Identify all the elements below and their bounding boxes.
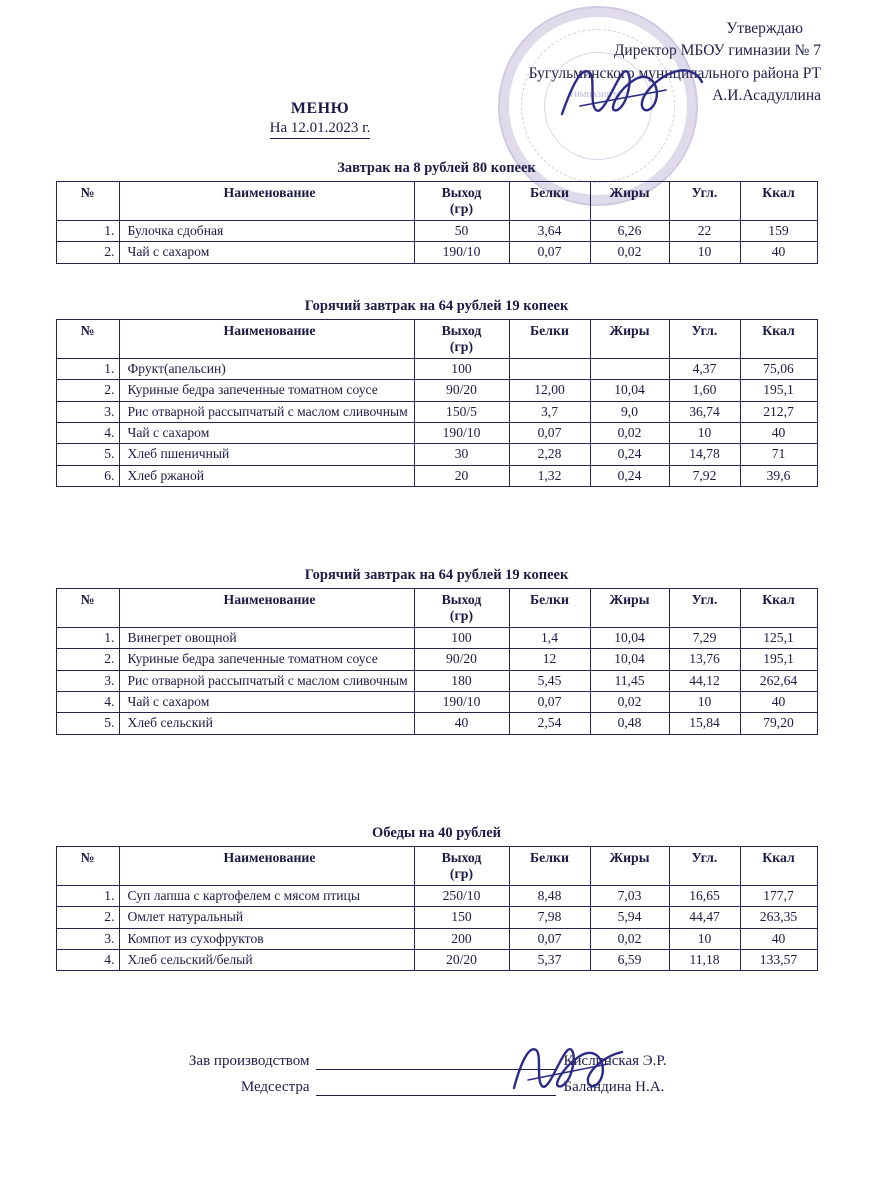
col-header-proteins: Белки [509,847,590,886]
cell-carbs: 10 [669,242,740,263]
col-header-output: Выход (гр) [414,847,509,886]
signature-row [0,1078,873,1096]
table-header-row [56,182,817,221]
cell-num: 6. [56,465,119,486]
cell-carbs: 15,84 [669,713,740,734]
cell-output: 20 [414,465,509,486]
table-row [56,628,817,649]
col-header-kcal: Ккал [740,320,817,359]
section-title: Горячий завтрак на 64 рублей 19 копеек [304,567,569,583]
table-row [56,359,817,380]
menu-date: На 12.01.2023 г. [270,120,371,139]
signature-row [0,1052,873,1070]
cell-output: 180 [414,670,509,691]
cell-name: Хлеб ржаной [119,465,414,486]
col-header-carbs: Угл. [669,182,740,221]
cell-num: 3. [56,670,119,691]
cell-name: Фрукт(апельсин) [119,359,414,380]
cell-name: Чай с сахаром [119,691,414,712]
cell-name: Суп лапша с картофелем с мясом птицы [119,886,414,907]
col-header-proteins: Белки [509,182,590,221]
cell-name: Булочка сдобная [119,221,414,242]
cell-proteins: 7,98 [509,907,590,928]
table-row [56,380,817,401]
cell-kcal: 177,7 [740,886,817,907]
cell-name: Хлеб сельский [119,713,414,734]
cell-output: 150/5 [414,401,509,422]
cell-output: 190/10 [414,422,509,443]
cell-name: Куриные бедра запеченные томатном соусе [119,649,414,670]
table-row [56,691,817,712]
approval-district: Бугульминского муниципального района РТ [528,64,821,82]
table-header-row [56,847,817,886]
cell-kcal: 75,06 [740,359,817,380]
menu-table [56,319,818,487]
cell-output: 90/20 [414,649,509,670]
table-row [56,649,817,670]
col-header-num: № [56,182,119,221]
cell-carbs: 4,37 [669,359,740,380]
cell-output: 190/10 [414,242,509,263]
cell-output: 40 [414,713,509,734]
table-row [56,907,817,928]
table-row [56,465,817,486]
cell-name: Винегрет овощной [119,628,414,649]
cell-num: 5. [56,444,119,465]
table-row [56,928,817,949]
cell-carbs: 11,18 [669,949,740,970]
cell-name: Чай с сахаром [119,422,414,443]
cell-proteins: 3,64 [509,221,590,242]
cell-name: Рис отварной рассыпчатый с маслом сливочным [119,670,414,691]
cell-fats: 0,02 [590,242,669,263]
cell-carbs: 44,12 [669,670,740,691]
cell-kcal: 262,64 [740,670,817,691]
cell-num: 2. [56,380,119,401]
cell-num: 1. [56,628,119,649]
cell-fats: 0,02 [590,928,669,949]
cell-kcal: 40 [740,242,817,263]
cell-carbs: 22 [669,221,740,242]
page-title: МЕНЮ [290,100,350,117]
section-title: Завтрак на 8 рублей 80 копеек [337,160,536,176]
col-header-num: № [56,847,119,886]
table-row [56,886,817,907]
cell-num: 2. [56,649,119,670]
cell-output: 150 [414,907,509,928]
cell-num: 5. [56,713,119,734]
cell-fats: 0,02 [590,422,669,443]
col-header-output: Выход (гр) [414,320,509,359]
cell-carbs: 10 [669,691,740,712]
col-header-fats: Жиры [590,847,669,886]
cell-num: 4. [56,949,119,970]
stamp-inner-text: ГИМНАЗИЯ № 7 [570,90,626,99]
approval-word: Утверждаю [726,20,803,37]
cell-name: Чай с сахаром [119,242,414,263]
cell-fats: 11,45 [590,670,669,691]
col-header-kcal: Ккал [740,589,817,628]
cell-proteins: 1,32 [509,465,590,486]
cell-output: 250/10 [414,886,509,907]
col-header-name: Наименование [119,847,414,886]
cell-output: 50 [414,221,509,242]
cell-fats: 0,24 [590,465,669,486]
cell-kcal: 40 [740,422,817,443]
cell-num: 4. [56,691,119,712]
cell-output: 90/20 [414,380,509,401]
cell-proteins: 0,07 [509,242,590,263]
cell-kcal: 159 [740,221,817,242]
signature-name: Баландина Н.А. [563,1079,665,1095]
cell-carbs: 7,29 [669,628,740,649]
cell-proteins: 1,4 [509,628,590,649]
menu-table [56,846,818,971]
cell-kcal: 133,57 [740,949,817,970]
cell-proteins: 3,7 [509,401,590,422]
cell-fats: 10,04 [590,649,669,670]
cell-kcal: 263,35 [740,907,817,928]
approval-header [529,18,821,108]
section-title: Обеды на 40 рублей [372,825,501,841]
cell-output: 100 [414,628,509,649]
cell-fats: 7,03 [590,886,669,907]
cell-carbs: 10 [669,422,740,443]
menu-section-lunch [0,825,873,971]
cell-fats [590,359,669,380]
cell-kcal: 125,1 [740,628,817,649]
table-row [56,401,817,422]
col-header-carbs: Угл. [669,589,740,628]
cell-fats: 5,94 [590,907,669,928]
cell-num: 4. [56,422,119,443]
cell-output: 30 [414,444,509,465]
cell-kcal: 39,6 [740,465,817,486]
col-header-proteins: Белки [509,589,590,628]
cell-num: 1. [56,359,119,380]
cell-output: 20/20 [414,949,509,970]
cell-kcal: 40 [740,928,817,949]
cell-fats: 0,02 [590,691,669,712]
cell-carbs: 14,78 [669,444,740,465]
signature-line [316,1052,556,1070]
cell-fats: 6,26 [590,221,669,242]
cell-proteins: 0,07 [509,691,590,712]
table-row [56,713,817,734]
cell-kcal: 195,1 [740,380,817,401]
col-header-output: Выход (гр) [414,589,509,628]
col-header-fats: Жиры [590,589,669,628]
col-header-proteins: Белки [509,320,590,359]
cell-proteins: 5,37 [509,949,590,970]
col-header-num: № [56,589,119,628]
cell-kcal: 40 [740,691,817,712]
cell-carbs: 1,60 [669,380,740,401]
menu-section-hot-breakfast-1 [0,298,873,487]
menu-section-breakfast [0,160,873,264]
cell-name: Омлет натуральный [119,907,414,928]
table-row [56,242,817,263]
table-header-row [56,589,817,628]
table-row [56,221,817,242]
cell-carbs: 36,74 [669,401,740,422]
table-header-row [56,320,817,359]
table-row [56,949,817,970]
title-block [0,100,640,139]
table-row [56,422,817,443]
cell-fats: 0,24 [590,444,669,465]
col-header-name: Наименование [119,589,414,628]
cell-carbs: 13,76 [669,649,740,670]
cell-num: 1. [56,221,119,242]
cell-name: Рис отварной рассыпчатый с маслом сливочным [119,401,414,422]
cell-num: 1. [56,886,119,907]
cell-fats: 9,0 [590,401,669,422]
cell-kcal: 212,7 [740,401,817,422]
cell-fats: 10,04 [590,628,669,649]
cell-num: 2. [56,242,119,263]
cell-proteins: 0,07 [509,422,590,443]
cell-fats: 6,59 [590,949,669,970]
cell-proteins: 12,00 [509,380,590,401]
col-header-num: № [56,320,119,359]
cell-carbs: 10 [669,928,740,949]
cell-num: 3. [56,401,119,422]
cell-proteins: 5,45 [509,670,590,691]
cell-proteins: 0,07 [509,928,590,949]
cell-proteins: 2,28 [509,444,590,465]
cell-proteins [509,359,590,380]
col-header-name: Наименование [119,320,414,359]
cell-name: Компот из сухофруктов [119,928,414,949]
cell-num: 3. [56,928,119,949]
cell-carbs: 44,47 [669,907,740,928]
table-row [56,444,817,465]
cell-kcal: 79,20 [740,713,817,734]
cell-num: 2. [56,907,119,928]
cell-proteins: 12 [509,649,590,670]
section-title: Горячий завтрак на 64 рублей 19 копеек [304,298,569,314]
col-header-carbs: Угл. [669,320,740,359]
footer-signatures [0,1052,873,1104]
approval-name: А.И.Асадуллина [712,87,821,105]
signature-line [316,1078,556,1096]
cell-carbs: 7,92 [669,465,740,486]
col-header-kcal: Ккал [740,182,817,221]
menu-section-hot-breakfast-2 [0,567,873,735]
col-header-output: Выход (гр) [414,182,509,221]
cell-name: Хлеб сельский/белый [119,949,414,970]
cell-fats: 10,04 [590,380,669,401]
cell-output: 190/10 [414,691,509,712]
cell-output: 100 [414,359,509,380]
cell-carbs: 16,65 [669,886,740,907]
cell-proteins: 2,54 [509,713,590,734]
col-header-fats: Жиры [590,320,669,359]
cell-kcal: 195,1 [740,649,817,670]
table-row [56,670,817,691]
signature-label: Зав производством [188,1053,310,1069]
menu-table [56,181,818,264]
cell-output: 200 [414,928,509,949]
col-header-kcal: Ккал [740,847,817,886]
col-header-carbs: Угл. [669,847,740,886]
signature-label: Медсестра [240,1079,310,1095]
cell-fats: 0,48 [590,713,669,734]
approval-director: Директор МБОУ гимназии № 7 [613,42,821,60]
menu-table [56,588,818,735]
cell-kcal: 71 [740,444,817,465]
signature-name: Кислинская Э.Р. [563,1053,667,1069]
cell-name: Куриные бедра запеченные томатном соусе [119,380,414,401]
col-header-name: Наименование [119,182,414,221]
col-header-fats: Жиры [590,182,669,221]
cell-proteins: 8,48 [509,886,590,907]
cell-name: Хлеб пшеничный [119,444,414,465]
